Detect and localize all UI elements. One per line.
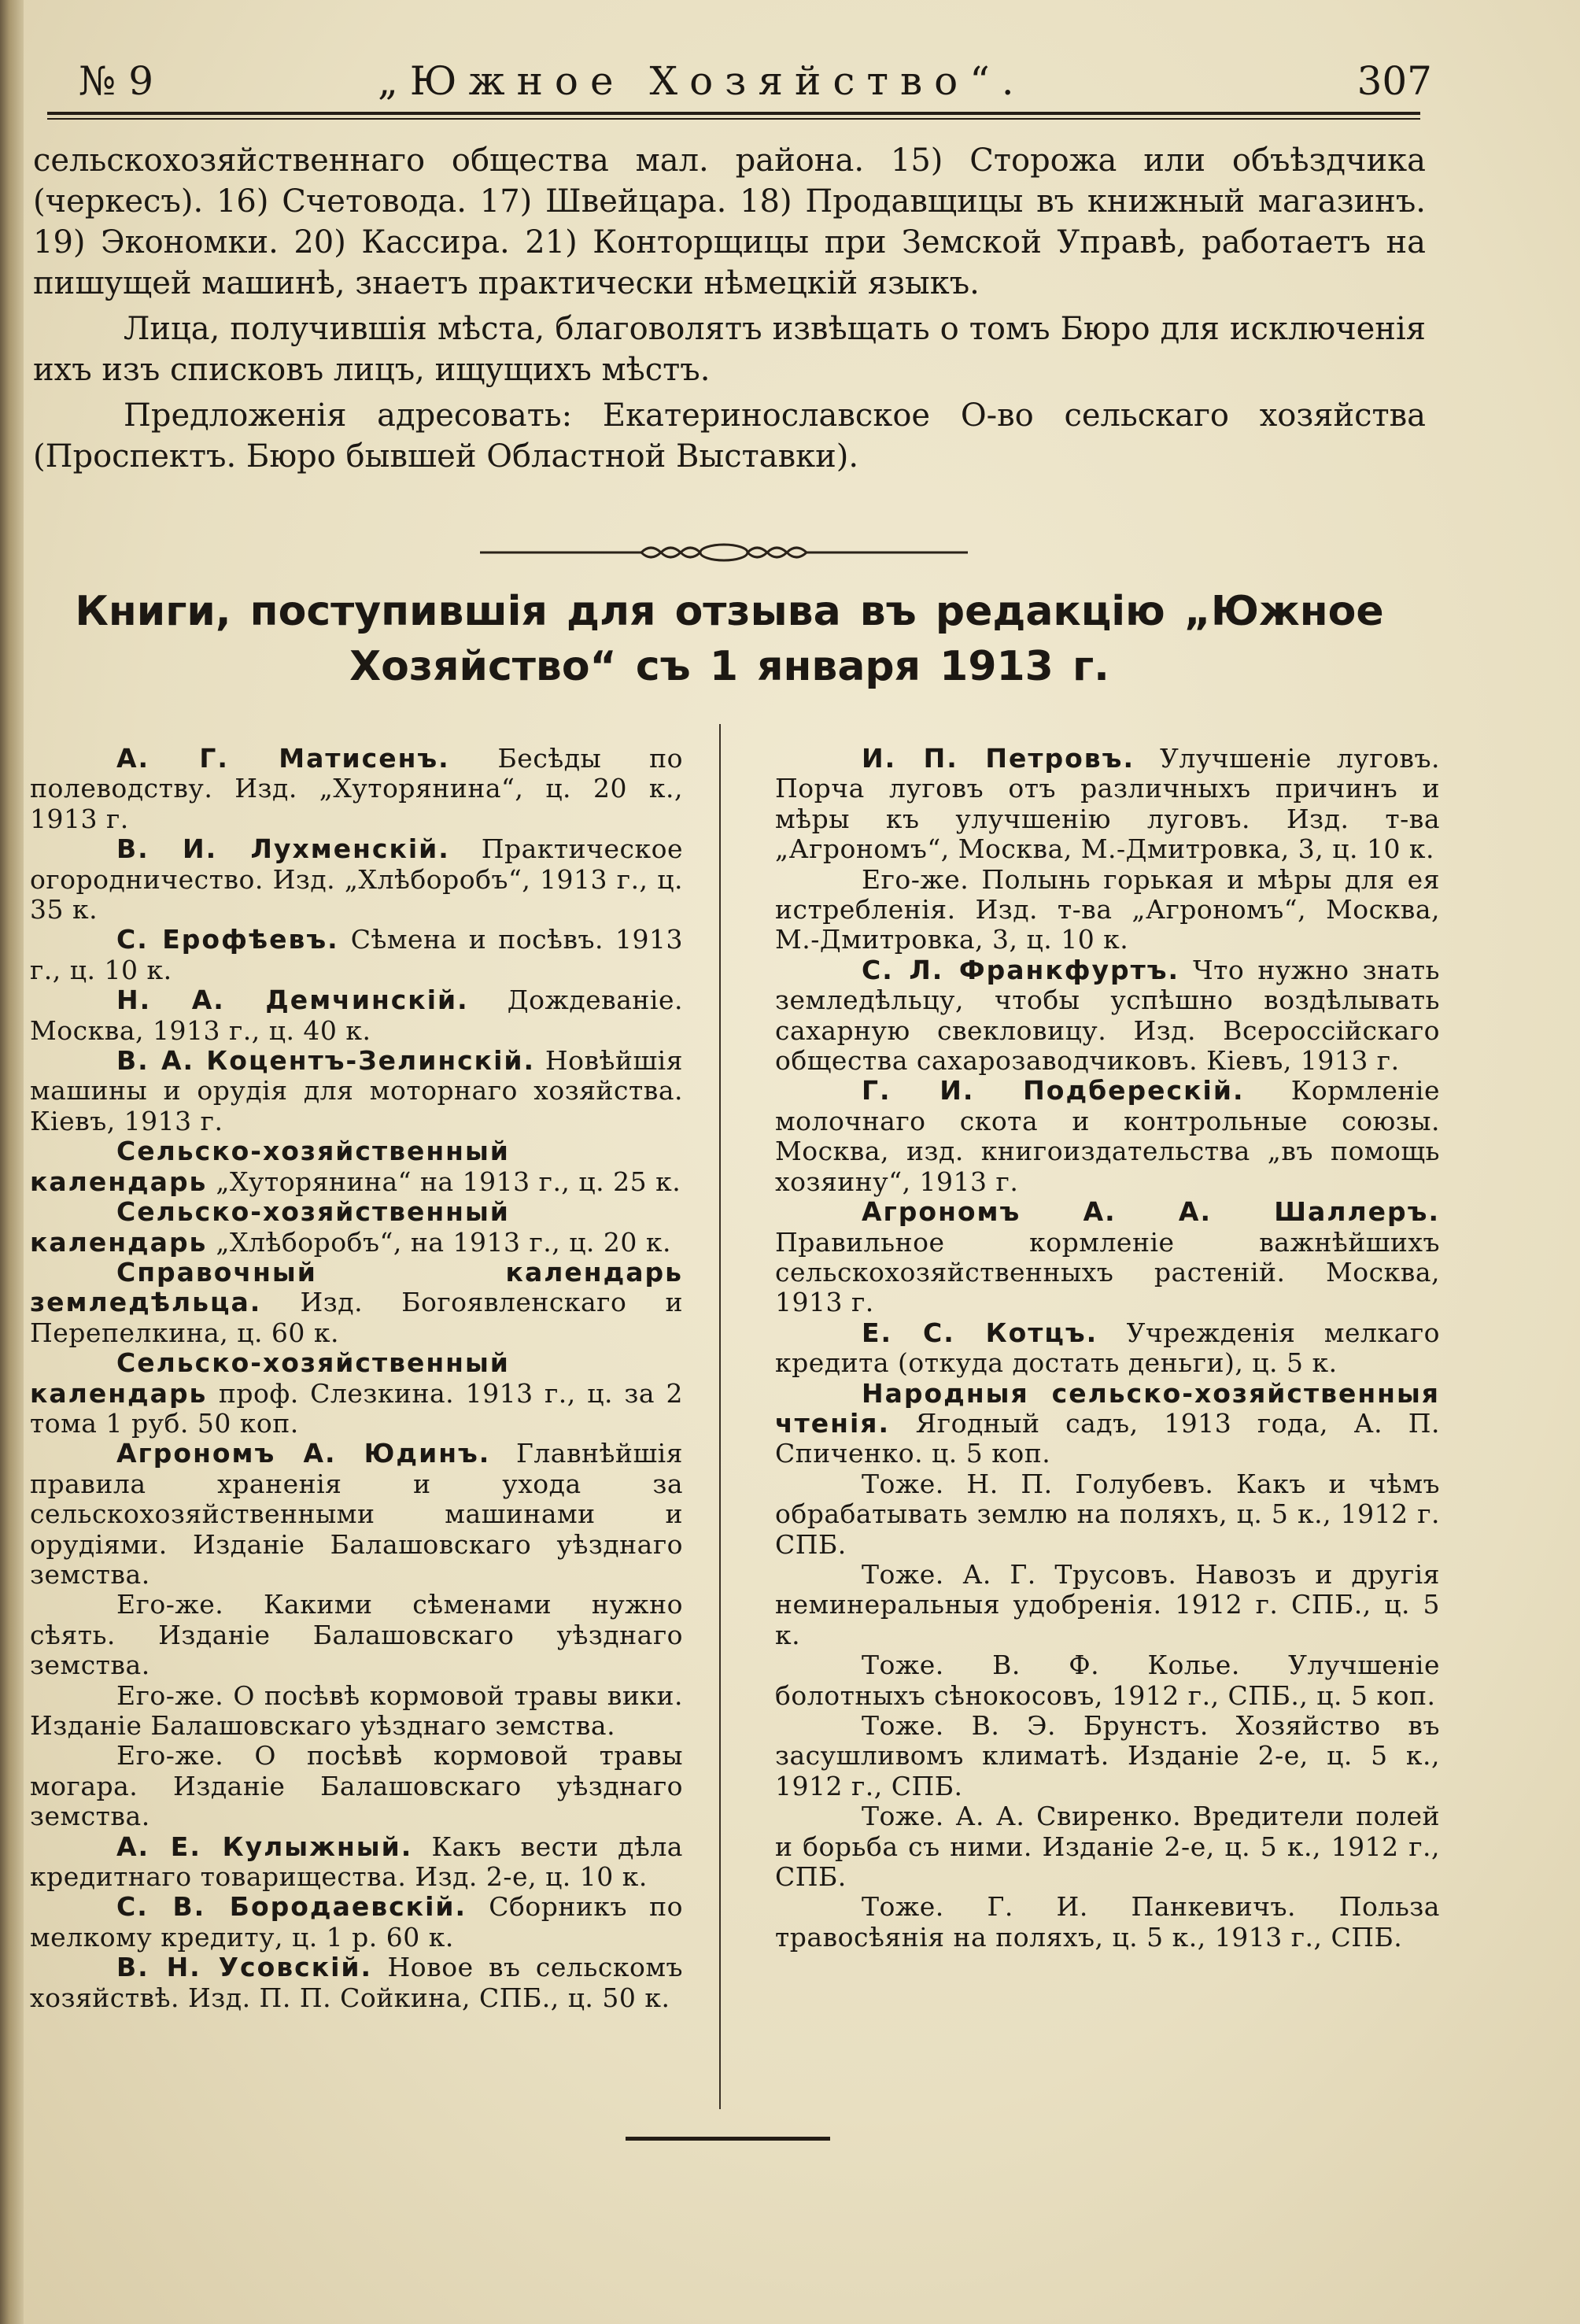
book-entry	[775, 1076, 1440, 1197]
book-spine	[0, 0, 24, 2324]
book-entry	[775, 1711, 1440, 1801]
book-entry	[30, 1046, 683, 1136]
book-author: Сельско-хозяйственный календарь	[30, 1347, 510, 1409]
book-author: Н. А. Демчинскій.	[116, 985, 469, 1016]
book-entry	[775, 744, 1440, 865]
left-column	[30, 744, 683, 2013]
book-author: Е. С. Котцъ.	[862, 1317, 1098, 1348]
book-description: Улучшеніе луговъ. Порча луговъ отъ различныхъ причинъ и мѣры къ улучшенію луговъ. Изд. т-ва „Агрономъ“, Москва, М.-Дмитровка, 3, ц. 10 к.	[775, 743, 1440, 865]
book-description: Тоже. В. Ф. Колье. Улучшеніе болотныхъ сѣнокосовъ, 1912 г., СПБ., ц. 5 коп.	[775, 1650, 1440, 1711]
book-description: Новое въ сельскомъ хозяйствѣ. Изд. П. П. Сойкина, СПБ., ц. 50 к.	[30, 1952, 684, 2013]
issue-number: № 9	[79, 58, 154, 104]
book-description: Главнѣйшія правила храненія и ухода за сельскохозяйственными машинами и орудіями. Изданіе Балашовскаго уѣзднаго земства.	[30, 1438, 683, 1590]
book-author: Г. И. Подберескій.	[862, 1075, 1245, 1107]
intro-text	[33, 140, 1426, 477]
book-author: С. Л. Франкфуртъ.	[862, 954, 1180, 985]
book-entry	[30, 1136, 683, 1197]
intro-paragraph: Лица, получившія мѣста, благоволятъ извѣщать о томъ Бюро для исключенія ихъ изъ списковъ лицъ, ищущихъ мѣстъ.	[33, 311, 1426, 388]
book-description: Тоже. Н. П. Голубевъ. Какъ и чѣмъ обрабатывать землю на поляхъ, ц. 5 к., 1912 г. СПБ.	[775, 1468, 1440, 1560]
book-entry	[30, 925, 683, 985]
book-description: Тоже. А. А. Свиренко. Вредители полей и борьба съ ними. Изданіе 2-е, ц. 5 к., 1912 г., СПБ.	[775, 1801, 1440, 1893]
heading-line: Книги, поступившія для отзыва въ редакцію „Южное	[75, 588, 1384, 635]
page-number: 307	[1357, 58, 1432, 104]
book-description: Кормленіе молочнаго скота и контрольные союзы. Москва, изд. книгоиздательства „въ помощь хозяину“, 1913 г.	[775, 1075, 1440, 1197]
book-author: С. Ерофѣевъ.	[116, 924, 339, 955]
book-entry	[30, 744, 683, 834]
book-entry	[775, 1318, 1440, 1379]
book-entry	[30, 1953, 683, 2013]
book-entry	[30, 1439, 683, 1590]
book-description: Какъ вести дѣла кредитнаго товарищества. Изд. 2-е, ц. 10 к.	[30, 1831, 683, 1893]
right-column	[775, 744, 1440, 1953]
intro-paragraph: сельскохозяйственнаго общества мал. района. 15) Сторожа или объѣздчика (черкесъ). 16) Счетовода. 17) Швейцара. 18) Продавщицы въ книжный магазинъ. 19) Экономки. 20) Кассира. 21) Конторщицы при Земской Управѣ, работаетъ на пишущей машинѣ, знаетъ практически нѣмецкій языкъ.	[33, 142, 1426, 301]
column-divider	[719, 724, 721, 2109]
header-rule-thin	[47, 118, 1420, 120]
book-author: Сельско-хозяйственный календарь	[30, 1136, 510, 1197]
book-entry	[775, 1469, 1440, 1560]
book-description: Практическое огородничество. Изд. „Хлѣборобъ“, 1913 г., ц. 35 к.	[30, 833, 683, 926]
book-entry	[30, 1892, 683, 1953]
book-author: Народныя сельско-хозяйственныя чтенія.	[775, 1377, 1440, 1439]
book-description: „Хлѣборобъ“, на 1913 г., ц. 20 к.	[207, 1226, 672, 1258]
book-entry	[775, 1650, 1440, 1711]
book-entry	[775, 1379, 1440, 1469]
book-description: Сѣмена и посѣвъ. 1913 г., ц. 10 к.	[30, 924, 684, 985]
book-entry	[30, 1741, 683, 1831]
journal-title: „Южное Хозяйство“.	[378, 58, 1026, 104]
book-author: Агрономъ А. А. Шаллеръ.	[862, 1196, 1440, 1228]
book-description: Ягодный садъ, 1913 года, А. П. Спиченко. ц. 5 коп.	[775, 1407, 1440, 1469]
end-rule	[626, 2137, 830, 2141]
book-description: Тоже. В. Э. Брунстъ. Хозяйство въ засушливомъ климатѣ. Изданіе 2-е, ц. 5 к., 1912 г., СПБ.	[775, 1710, 1440, 1801]
book-description: Правильное кормленіе важнѣйшихъ сельскохозяйственныхъ растеній. Москва, 1913 г.	[775, 1226, 1440, 1318]
book-author: В. А. Коцентъ-Зелинскій.	[116, 1045, 536, 1077]
book-description: Изд. Богоявленскаго и Перепелкина, ц. 60 к.	[30, 1287, 683, 1348]
book-entry	[30, 1258, 683, 1348]
book-author: С. В. Бородаевскій.	[116, 1891, 467, 1923]
book-author: В. И. Лухменскій.	[116, 833, 450, 865]
book-author: И. П. Петровъ.	[862, 743, 1135, 774]
book-entry	[775, 865, 1440, 955]
book-description: Тоже. А. Г. Трусовъ. Навозъ и другія неминеральныя удобренія. 1912 г. СПБ., ц. 5 к.	[775, 1558, 1440, 1650]
book-entry	[775, 1560, 1440, 1650]
header-rule	[47, 112, 1420, 115]
book-entry	[30, 1681, 683, 1742]
book-entry	[775, 1892, 1440, 1953]
heading-line: Хозяйство“ съ 1 января 1913 г.	[349, 643, 1109, 690]
section-heading	[33, 584, 1426, 694]
book-entry	[775, 1197, 1440, 1318]
book-entry	[30, 1832, 683, 1893]
book-description: Его-же. Какими сѣменами нужно сѣять. Изданіе Балашовскаго уѣзднаго земства.	[30, 1589, 683, 1681]
book-author: А. Е. Кулыжный.	[116, 1831, 413, 1862]
book-description: Его-же. Полынь горькая и мѣры для ея истребленія. Изд. т-ва „Агрономъ“, Москва, М.-Дмитровка, 3, ц. 10 к.	[775, 863, 1440, 955]
book-author: В. Н. Усовскій.	[116, 1952, 373, 1983]
book-description: Его-же. О посѣвѣ кормовой травы вики. Изданіе Балашовскаго уѣзднаго земства.	[30, 1679, 683, 1741]
book-author: Сельско-хозяйственный календарь	[30, 1196, 510, 1258]
book-entry	[775, 955, 1440, 1077]
book-description: Тоже. Г. И. Панкевичъ. Польза травосѣянія на поляхъ, ц. 5 к., 1913 г., СПБ.	[775, 1891, 1440, 1953]
book-entry	[30, 1197, 683, 1258]
book-author: А. Г. Матисенъ.	[116, 743, 450, 774]
book-description: Его-же. О посѣвѣ кормовой травы могара. Изданіе Балашовскаго уѣзднаго земства.	[30, 1740, 683, 1832]
book-author: Справочный календарь земледѣльца.	[30, 1256, 683, 1318]
book-entry	[30, 985, 683, 1046]
ornament-divider	[480, 537, 968, 568]
book-entry	[775, 1801, 1440, 1892]
book-description: Дождеваніе. Москва, 1913 г., ц. 40 к.	[30, 985, 683, 1046]
book-description: Сборникъ по мелкому кредиту, ц. 1 р. 60 к.	[30, 1891, 683, 1953]
book-description: „Хуторянина“ на 1913 г., ц. 25 к.	[207, 1166, 681, 1197]
book-entry	[30, 1590, 683, 1680]
book-description: проф. Слезкина. 1913 г., ц. за 2 тома 1 руб. 50 коп.	[30, 1377, 683, 1439]
book-author: Агрономъ А. Юдинъ.	[116, 1438, 491, 1469]
book-description: Учрежденія мелкаго кредита (откуда достать деньги), ц. 5 к.	[775, 1317, 1440, 1379]
book-entry	[30, 1348, 683, 1439]
book-description: Бесѣды по полеводству. Изд. „Хуторянина“, ц. 20 к., 1913 г.	[30, 743, 683, 834]
intro-paragraph: Предложенія адресовать: Екатеринославское О-во сельскаго хозяйства (Проспектъ. Бюро бывшей Областной Выставки).	[33, 397, 1426, 475]
book-description: Новѣйшія машины и орудія для моторнаго хозяйства. Кіевъ, 1913 г.	[30, 1045, 683, 1136]
book-description: Что нужно знать земледѣльцу, чтобы успѣшно воздѣлывать сахарную свекловицу. Изд. Всероссійскаго общества сахарозаводчиковъ. Кіевъ, 1913 г.	[775, 954, 1440, 1077]
running-header	[79, 49, 1432, 112]
book-entry	[30, 834, 683, 925]
